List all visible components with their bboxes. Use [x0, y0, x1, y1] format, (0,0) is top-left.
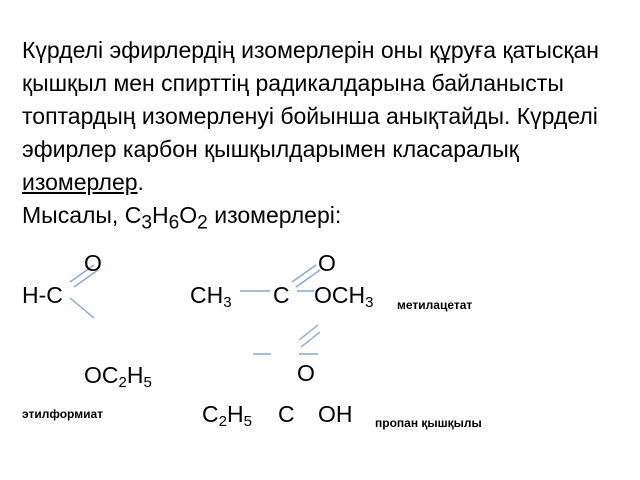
methyl-acetate-label: метилацетат	[397, 298, 473, 312]
example-prefix: Мысалы,	[22, 202, 125, 228]
acid-oh: OH	[318, 401, 353, 427]
acetate-ch3: $CH_3$	[190, 282, 232, 311]
formate-h-c: H-C	[22, 282, 63, 308]
bond-acid-double-2	[301, 332, 320, 347]
bond-acetate-double-1	[292, 265, 316, 282]
molecular-formula: $C_3H_6O_2$	[124, 202, 208, 234]
acid-c2h5: $C_2H_5$	[202, 401, 252, 430]
acid-carbonyl-o: O	[297, 360, 315, 386]
acetate-carbonyl-o: O	[318, 250, 336, 276]
formate-oc2h5: $OC_2H_5$	[84, 362, 152, 391]
isomers-link[interactable]: изомерлер	[22, 169, 138, 195]
formate-carbonyl-o: O	[84, 250, 102, 276]
acetate-och3: $OCH_3$	[314, 282, 374, 311]
acetate-c: C	[273, 282, 290, 308]
bond-acid-double-1	[299, 325, 318, 340]
propanoic-acid-label: пропан қышқылы	[375, 416, 482, 430]
ethyl-formate-label: этилформиат	[22, 407, 103, 421]
bond-formate-single	[70, 298, 94, 318]
acid-c: C	[278, 401, 295, 427]
example-suffix: изомерлері:	[207, 202, 342, 228]
description-text: Күрделі эфирлердің изомерлерін оны құруға қатысқан қышқыл мен спирттің радикалдарына байланысты топтардың изомерленуі бойынша анықтайды. Күрделі эфирлер карбон қышқылдарымен класаралық	[22, 37, 599, 162]
period: .	[137, 169, 144, 195]
